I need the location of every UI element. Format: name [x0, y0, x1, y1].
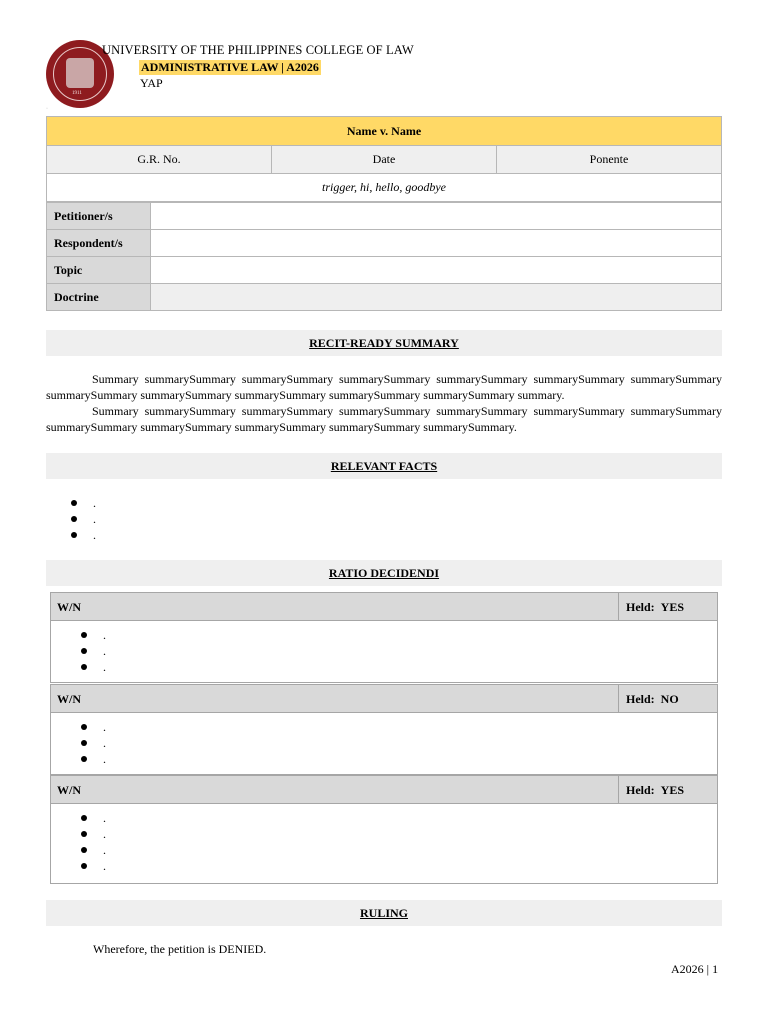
issue-header — [50, 684, 718, 713]
doctrine-label: Doctrine — [47, 284, 151, 311]
summary-body[interactable] — [46, 371, 722, 435]
paragraph-mark: · — [46, 106, 48, 112]
facts-heading: RELEVANT FACTS — [46, 453, 722, 479]
ratio-point: . — [81, 735, 717, 751]
held-label: Held: — [626, 600, 655, 614]
ratio-points — [81, 810, 717, 874]
date-header[interactable]: Date — [272, 146, 497, 174]
issue-label[interactable]: W/N — [57, 600, 81, 614]
summary-heading: RECIT-READY SUMMARY — [46, 330, 722, 356]
respondent-value[interactable] — [151, 230, 722, 257]
professor-name: YAP — [140, 76, 163, 90]
held-value: YES — [660, 600, 685, 614]
issue-block-1 — [50, 592, 718, 683]
fact-item: . — [71, 527, 671, 543]
held-cell[interactable] — [618, 593, 718, 620]
page-number: A2026 | 1 — [671, 962, 719, 976]
seal-year: 1911 — [72, 91, 82, 96]
summary-paragraph: Summary summarySummary summarySummary summarySummary summarySummary summarySummary summarySummary summarySummary summarySummary summarySummary summarySummary summarySummary summary. — [46, 372, 722, 402]
gr-no-header[interactable]: G.R. No. — [47, 146, 272, 174]
issue-body[interactable] — [50, 713, 718, 775]
ratio-point: . — [81, 659, 717, 675]
respondent-label: Respondent/s — [47, 230, 151, 257]
petitioner-label: Petitioner/s — [47, 203, 151, 230]
held-label: Held: — [626, 783, 655, 797]
course-title: ADMINISTRATIVE LAW | A2026 — [141, 60, 319, 74]
issue-block-3 — [50, 775, 718, 884]
ratio-point: . — [81, 826, 717, 842]
ratio-points — [81, 627, 717, 675]
ratio-point: . — [81, 842, 717, 858]
ratio-point: . — [81, 751, 717, 767]
issue-body[interactable] — [50, 621, 718, 683]
issue-body[interactable] — [50, 804, 718, 884]
university-name: UNIVERSITY OF THE PHILIPPINES COLLEGE OF LAW — [102, 43, 414, 57]
ratio-point: . — [81, 627, 717, 643]
case-tags[interactable]: trigger, hi, hello, goodbye — [47, 174, 722, 202]
held-value: YES — [660, 783, 685, 797]
seal-emblem-icon — [66, 58, 94, 88]
parties-table — [46, 202, 722, 311]
summary-paragraph: Summary summarySummary summarySummary summarySummary summarySummary summarySummary summarySummary summarySummary summarySummary summarySummary summarySummary summarySummary. — [46, 404, 722, 434]
held-cell[interactable] — [618, 776, 718, 803]
ratio-point: . — [81, 810, 717, 826]
case-title[interactable]: Name v. Name — [47, 117, 722, 146]
held-cell[interactable] — [618, 685, 718, 712]
ratio-point: . — [81, 643, 717, 659]
topic-value[interactable] — [151, 257, 722, 284]
held-label: Held: — [626, 692, 655, 706]
issue-header — [50, 592, 718, 621]
ruling-heading: RULING — [46, 900, 722, 926]
issue-label[interactable]: W/N — [57, 692, 81, 706]
ratio-point: . — [81, 719, 717, 735]
ratio-points — [81, 719, 717, 767]
petitioner-value[interactable] — [151, 203, 722, 230]
ponente-header[interactable]: Ponente — [497, 146, 722, 174]
issue-label[interactable]: W/N — [57, 783, 81, 797]
ruling-text[interactable]: Wherefore, the petition is DENIED. — [93, 942, 267, 956]
issue-header — [50, 775, 718, 804]
ratio-heading: RATIO DECIDENDI — [46, 560, 722, 586]
case-caption-table — [46, 116, 722, 202]
fact-item: . — [71, 495, 671, 511]
ratio-point: . — [81, 858, 717, 874]
facts-list[interactable] — [71, 495, 671, 543]
fact-item: . — [71, 511, 671, 527]
issue-block-2 — [50, 684, 718, 775]
held-value: NO — [660, 692, 679, 706]
topic-label: Topic — [47, 257, 151, 284]
doctrine-value[interactable] — [151, 284, 722, 311]
